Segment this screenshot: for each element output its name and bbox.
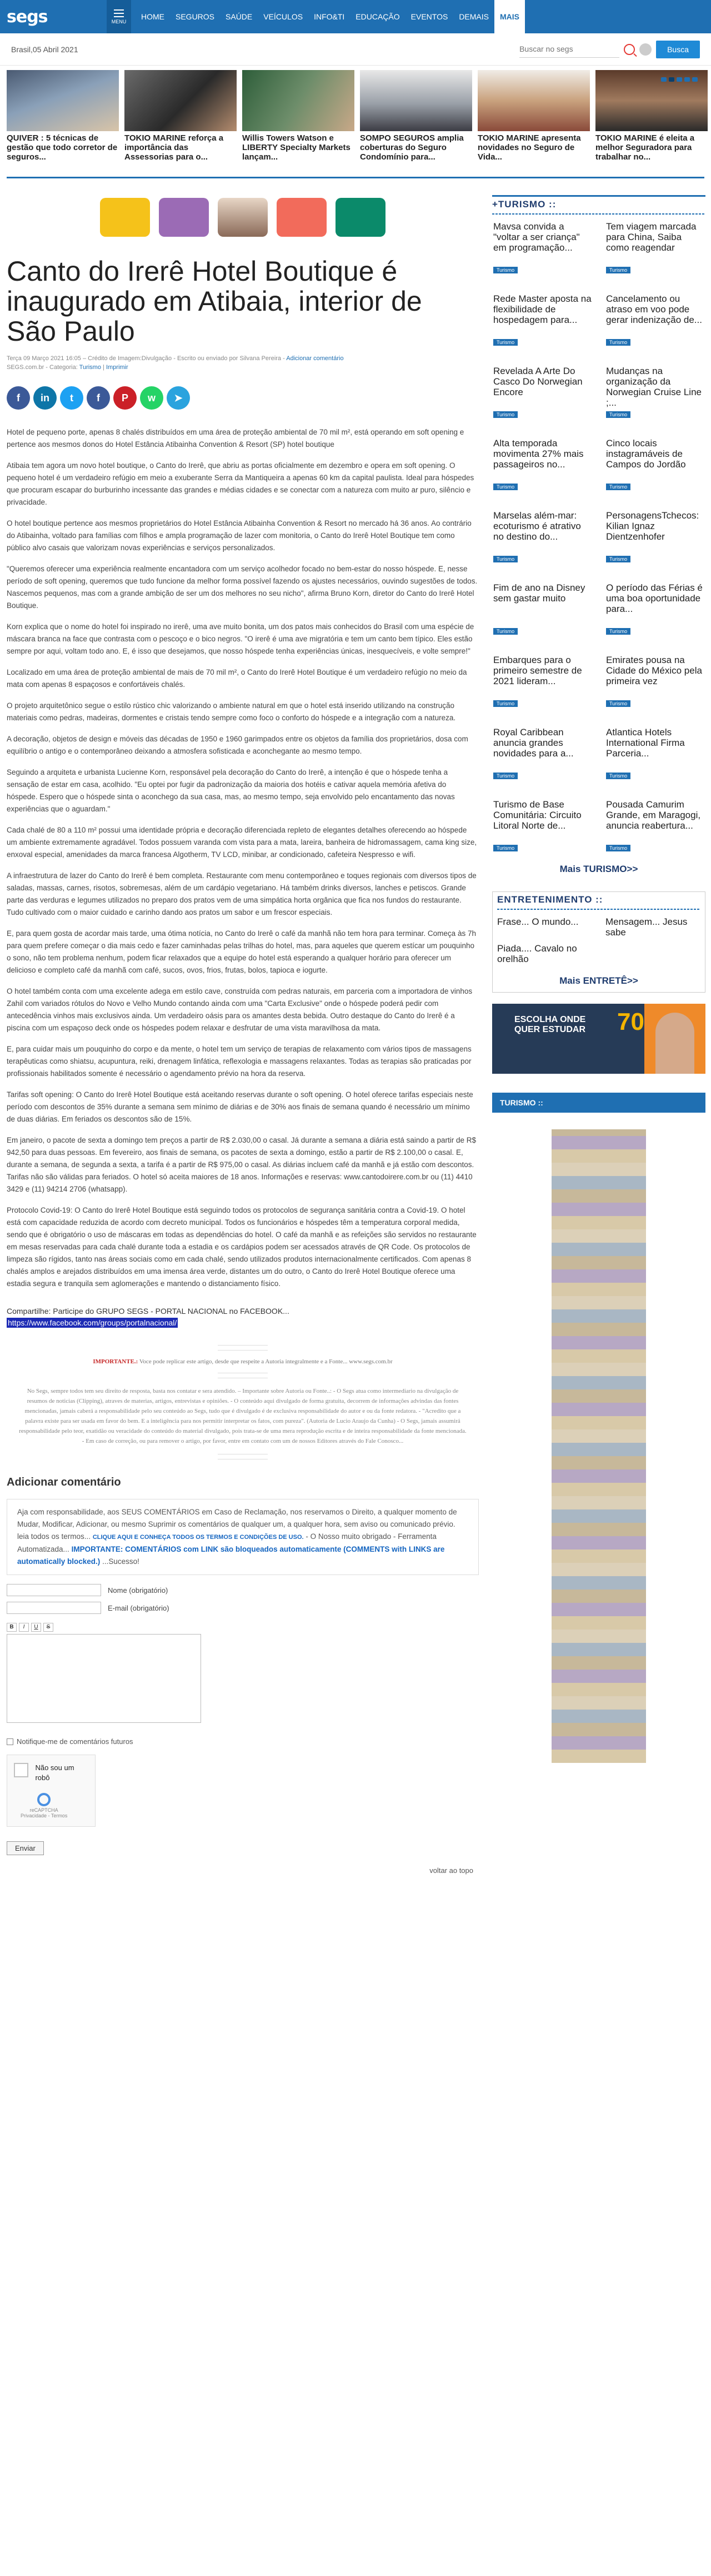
turismo-item-title[interactable]: Fim de ano na Disney sem gastar muito [493,582,585,604]
title-underline [492,213,705,215]
turismo-item-title[interactable]: Marselas além-mar: ecoturismo é atrativo no destino do... [493,510,581,542]
strike-button[interactable]: S [43,1623,53,1632]
search-area [519,41,700,58]
main-layout [0,178,711,1875]
article-paragraph: A decoração, objetos de design e móveis das décadas de 1950 e 1960 garimpados entre os objetos da família dos proprietários, dosa com equilíbrio o antigo e o contemporâneo deixando a atmosfera sofisticada e aconchegante ao mesmo tempo. [7,735,468,755]
turismo-item[interactable] [606,582,705,636]
article-paragraph: Cada chalé de 80 a 110 m² possui uma identidade própria e decoração diferenciada repleto de elegantes detalhes oferecendo ao hóspede um ambiente extremamente agradável. Todos possuem varanda com vista para a mata, lareira, banheira de hidromassagem, cama king size, enxoval especial, amenidades da marca francesa Algotherm, TV LCD, minibar, ar condicionado, cafeteira Nespresso e wifi. [7,826,477,859]
article-paragraph: Em janeiro, o pacote de sexta a domingo tem preços a partir de R$ 2.030,00 o casal. Já durante a semana a diária está saindo a partir de R$ 942,50 para duas pessoas. Em fevereiro, aos finais de semana, os pacotes de sexta a domingo, estão a partir de R$ 2.100,00 o casal. E, durante a semana, de segunda a sexta, a tarifa é a partir de R$ 975,00 o casal. As diárias incluem café da manhã e já estão com descontos. Tarifas não são válidas para feriados. O hotel só aceita maiores de 18 anos. Informações e reservas: www.cantodoirere.com.br ou (11) 4410 3429 e (11) 94214 2706 (whatsapp). [7,1136,476,1193]
facebook-icon[interactable]: f [7,386,30,410]
category-tag[interactable]: Turismo [606,700,630,707]
category-tag[interactable]: Turismo [493,628,518,635]
article-paragraph: O hotel também conta com uma excelente adega em estilo cave, construída com pedras naturais, em parceria com a importadora de vinhos Zahil com variados rótulos do Novo e Velho Mundo contando ainda com uma "Carta Exclusive" onde o hóspede poderá pedir com antecedência vinhos mais exclusivos ainda. Um verdadeiro oásis para os amantes desta bebida. Outro destaque do Canto do Irerê é a piscina com um espaçoso deck onde os hóspedes podem relaxar e desfrutar de uma vista maravilhosa da mata. [7,987,473,1032]
comment-note-text: Aja com responsabilidade, aos SEUS COMENTÁRIOS em Caso de Reclamação, nos reservamos o Direito, a qualquer momento de Mudar, Modificar, Adicionar, ou mesmo Suprimir os comentários de qualquer um, a qualquer hora, sem aviso ou comunicado prévio. leia todos os termos... [17,1508,457,1541]
important-notice [7,1358,479,1365]
category-tag[interactable]: Turismo [606,628,630,635]
turismo-item[interactable] [493,655,593,708]
turismo-item[interactable] [606,727,705,780]
article-paragraph: "Queremos oferecer uma experiência realmente encantadora com um serviço acolhedor focado no bem-estar do nosso hóspede. E, nesse período de soft opening, queremos que tudo funcione da melhor forma possível fazendo os ajustes necessários, ouvindo sugestões de todos. Nascemos pequenos, mas com a grande ambição de ser um dos melhores no seu nicho", afirma Bruno Korn, diretor do Canto do Irerê Hotel Boutique. [7,565,478,610]
category-tag[interactable]: Turismo [493,267,518,273]
article-title: Canto do Irerê Hotel Boutique é inaugurado em Atibaia, interior de São Paulo [7,256,422,347]
back-to-top-link[interactable]: voltar ao topo [429,1866,473,1875]
article-paragraph: Tarifas soft opening: O Canto do Irerê Hotel Boutique está aceitando reservas durante o soft opening. O hotel oferece tarifas especiais neste período com descontos de 35% durante a semana sem mínimo de diárias e de 30% aos finais de semana quando é necessário um mínimo de duas diárias. Em feriados os descontos são de 15%. [7,1090,473,1123]
entertainment-item[interactable]: Mensagem... Jesus sabe [605,916,688,938]
ad-person-photo [218,198,268,237]
category-tag[interactable]: Turismo [493,411,518,418]
article-meta: Terça 09 Março 2021 16:05 – Crédito de Imagem:Divulgação - Escrito ou enviado por Silvana Pereira - Adicionar comentário SEGS.com.br - Categoria: Turismo | Imprimir [7,355,344,371]
facebook-group-link[interactable]: https://www.facebook.com/groups/portalnacional/ [8,1318,177,1327]
recaptcha-brand: reCAPTCHA [29,1807,58,1813]
entertainment-section [492,891,705,993]
category-tag[interactable]: Turismo [493,773,518,779]
carousel-card[interactable] [242,70,354,177]
email-label: E-mail (obrigatório) [108,1603,169,1612]
carousel-image[interactable] [7,70,119,131]
category-prefix: SEGS.com.br - Categoria: [7,364,78,371]
turismo-item[interactable] [606,438,705,491]
carousel-dot[interactable] [692,77,698,82]
carousel-dot[interactable] [669,77,674,82]
category-tag[interactable]: Turismo [606,845,630,851]
carousel-card[interactable] [478,70,590,177]
nav-eventos[interactable]: EVENTOS [410,12,448,21]
menu-button[interactable] [107,0,131,33]
turismo-item-title[interactable]: Tem viagem marcada para China, Saiba como reagendar [606,221,697,253]
whatsapp-icon[interactable]: w [140,386,163,410]
comment-note-end: ...Sucesso! [102,1557,139,1566]
carousel-dot[interactable] [661,77,667,82]
recaptcha-icon [37,1793,51,1806]
carousel-card-title[interactable]: TOKIO MARINE é eleita a melhor Seguradora para trabalhar no... [595,133,695,162]
article-column [7,178,484,1875]
more-turismo-link[interactable]: Mais TURISMO>> [559,864,638,874]
ad-headline: ESCOLHA ONDE QUER ESTUDAR [514,1015,586,1034]
name-field[interactable] [7,1584,101,1596]
bold-button[interactable]: B [7,1623,17,1632]
separator [218,1454,268,1459]
ad-person-photo [655,1013,694,1074]
hamburger-icon [114,9,124,17]
entertainment-item[interactable]: Piada.... Cavalo no orelhão [497,943,577,964]
comment-note-important: IMPORTANTE: COMENTÁRIOS com LINK são bloqueados automaticamente (COMMENTS with LINKS are automatically blocked.) [17,1545,445,1566]
ad-toggle-icon [277,198,327,237]
turismo-item-title[interactable]: Cinco locais instagramáveis de Campos do Jordão [606,438,686,470]
editor-toolbar [7,1623,479,1632]
turismo-item-title[interactable]: Alta temporada movimenta 27% mais passageiros no... [493,438,584,470]
recaptcha-label: Não sou um robô [35,1763,74,1782]
search-input[interactable] [519,41,619,58]
article-paragraph: A infraestrutura de lazer do Canto do Irerê é bem completa. Restaurante com menu contemporâneo e toques regionais com diversos tipos de saladas, massas, carnes, risotos, sobremesas, além de um cardápio vegetariano. Há também drinks diversos, lanches e petiscos. Grande parte das verduras e legumes utilizados no preparo dos pratos vem de uma simpática horta orgânica que fica nos fundos do restaurante. Tudo cultivado com o maior cuidado e carinho dando aos pratos um sabor e um frescor especiais. [7,871,477,916]
category-link[interactable]: Turismo [79,364,101,371]
carousel-card-title[interactable]: TOKIO MARINE reforça a importância das Assessorias para o... [124,133,224,162]
turismo-item-title[interactable]: Revelada A Arte Do Casco Do Norwegian Encore [493,366,583,397]
carousel-image[interactable] [360,70,472,131]
turismo-item[interactable] [493,293,593,347]
turismo-item-title[interactable]: Mavsa convida a "voltar a ser criança" em programação... [493,221,580,253]
turismo-item[interactable] [493,221,593,275]
turismo-item[interactable] [493,799,593,853]
recaptcha-links[interactable]: Privacidade - Termos [21,1813,68,1818]
turismo-section-header[interactable]: TURISMO :: [492,1093,705,1113]
category-tag[interactable]: Turismo [606,773,630,779]
turismo-item[interactable] [606,366,705,419]
print-link[interactable]: Imprimir [106,364,128,371]
turismo-item[interactable] [606,655,705,708]
sidebar [492,178,705,1875]
category-tag[interactable]: Turismo [606,339,630,346]
turismo-item-title[interactable]: PersonagensTchecos: Kilian Ignaz Dientzenhofer [606,510,699,542]
carousel-image[interactable] [124,70,237,131]
turismo-item-title[interactable]: Emirates pousa na Cidade do México pela primeira vez [606,655,702,686]
ad-banner[interactable] [73,195,412,240]
nav-home[interactable]: HOME [141,12,164,21]
terms-link[interactable]: CLIQUE AQUI E CONHEÇA TODOS OS TERMOS E CONDIÇÕES DE USO. [92,1534,304,1541]
article-paragraph: Seguindo a arquiteta e urbanista Lucienne Korn, responsável pela decoração do Canto do Irerê, a intenção é que o hóspede tenha a sensação de estar em casa, acolhido. "Eu optei por fugir da padronização da maioria dos hotéis e cativar aquela memória afetiva do hóspede. Espero que o hóspede sinta o aconchego da sua casa, mas, ao mesmo tempo, seja envolvido pelo encantamento das novas experiências que o aguardam." [7,768,455,813]
category-tag[interactable]: Turismo [493,556,518,562]
turismo-item-title[interactable]: Pousada Camurim Grande, em Maragogi, anuncia reabertura... [606,799,701,831]
nav-mais[interactable]: MAIS [494,0,525,33]
disclaimer-text: No Segs, sempre todos tem seu direito de resposta, basta nos contatar e sera atendido. – Importante sobre Autoria ou Fonte..: - O Segs atua como intermediario na divulgação de resumos de noticias (Clipping), atraves de materias, artigos, entrevistas e opiniões. - O conteúdo aqui divulgado de forma gratuita, decorrem de informações advindas das fontes mencionadas, jamais caberá a responsabilidade pelo seu conteúdo ao Segs, tudo que é divulgado é de exclusiva responsabilidade do autor e ou da fonte redatora. - "Acredito que a palavra existe para ser usada em favor do bem. E a inteligência para nos permitir interpretar os fatos, com pureza". (Autoria de Lucio Araujo da Cunha) - O Segs, jamais assumirá responsabilidade pelo teor, exatidão ou veracidade do conteúdo do material divulgado, pois trata-se de uma mera reprodução escrita e de inteira responsabilidade da fonte mencionada. - Em caso de correção, ou para remover o artigo, por favor, entre em contato com um de nossos Editores através do Fale Conosco... [19,1388,467,1444]
turismo-grid [492,221,705,853]
ad-cube-icon [159,198,209,237]
category-tag[interactable]: Turismo [606,411,630,418]
nav-seguros[interactable]: SEGUROS [176,12,215,21]
comment-textarea[interactable] [7,1634,201,1723]
carousel-dot[interactable] [684,77,690,82]
nav-educacao[interactable]: EDUCAÇÃO [356,12,400,21]
carousel-card-title[interactable]: TOKIO MARINE apresenta novidades no Seguro de Vida... [478,133,581,162]
article-paragraph: Hotel de pequeno porte, apenas 8 chalés distribuídos em uma área de proteção ambiental de 70 mil m², está operando em soft opening e pertence aos mesmos donos do Hotel Estância Atibainha Convention & Resort (SP) hotel boutique [7,428,464,449]
article-paragraph: Localizado em uma área de proteção ambiental de mais de 70 mil m², o Canto do Irerê Hotel Boutique é um verdadeiro refúgio no meio da mata com apenas 8 espaçosos e confortáveis chalés. [7,668,467,689]
underline-button[interactable]: U [31,1623,41,1632]
turismo-item[interactable] [493,582,593,636]
important-label: IMPORTANTE.: [93,1358,138,1365]
top-navbar [0,0,711,33]
nav-veiculos[interactable]: VEÍCULOS [263,12,303,21]
turismo-item[interactable] [493,438,593,491]
category-tag[interactable]: Turismo [606,556,630,562]
nav-saude[interactable]: SAÚDE [226,12,253,21]
turismo-item[interactable] [606,799,705,853]
carousel-card[interactable] [124,70,237,177]
category-tag[interactable]: Turismo [493,700,518,707]
turismo-item-title[interactable]: Atlantica Hotels International Firma Parceria... [606,727,685,759]
nav-demais[interactable]: DEMAIS [459,12,489,21]
turismo-item[interactable] [606,510,705,564]
article-paragraph: Atibaia tem agora um novo hotel boutique, o Canto do Irerê, que abriu as portas oficialmente em dezembro e opera em soft opening. O pequeno hotel é um verdadeiro refúgio em meio a exuberante Serra da Mantiqueira a apenas 60 km da capital paulista. Ideal para hóspedes que procuram escapar do burburinho incessante das grandes e médias cidades e se conectar com a natureza com muito ar puro, silêncio e privacidade. [7,461,474,506]
notify-row [7,1737,479,1746]
carousel-dot[interactable] [677,77,682,82]
turismo-item-title[interactable]: Cancelamento ou atraso em voo pode gerar indenização de... [606,293,702,325]
entertainment-title[interactable]: ENTRETENIMENTO :: [497,894,603,905]
carousel-card-title[interactable]: QUIVER : 5 técnicas de gestão que todo corretor de seguros... [7,133,118,162]
more-entertainment-link[interactable]: Mais ENTRETÊ>> [559,975,638,986]
separator [218,1345,268,1351]
main-nav [136,0,525,33]
linkedin-icon[interactable]: in [33,386,57,410]
search-icon[interactable] [624,44,635,55]
category-tag[interactable]: Turismo [493,339,518,346]
comment-section-title: Adicionar comentário [7,1476,121,1488]
facebook-share-icon[interactable]: f [87,386,110,410]
ad-car-icon [100,198,150,237]
carousel-card-title[interactable]: SOMPO SEGUROS amplia coberturas do Seguro Condomínio para... [360,133,464,162]
category-tag[interactable]: Turismo [606,267,630,273]
menu-label: MENU [111,18,127,24]
carousel-card[interactable] [360,70,472,177]
carousel-card[interactable] [7,70,119,177]
separator [218,1373,268,1378]
share-bar [7,386,479,410]
turismo-item[interactable] [493,366,593,419]
notify-label: Notifique-me de comentários futuros [17,1737,133,1746]
carousel-card[interactable] [595,70,708,177]
turismo-item[interactable] [606,293,705,347]
email-field[interactable] [7,1602,101,1614]
turismo-item-title[interactable]: O período das Férias é uma boa oportunidade para... [606,582,703,614]
turismo-item-title[interactable]: Turismo de Base Comunitária: Circuito Litoral Norte de... [493,799,582,831]
article-date-credit: Terça 09 Março 2021 16:05 – Crédito de Imagem:Divulgação - Escrito ou enviado por Silvana Pereira [7,355,282,362]
entertainment-item[interactable]: Frase... O mundo... [497,916,579,927]
site-logo[interactable]: segs [7,7,48,27]
name-label: Nome (obrigatório) [108,1586,168,1595]
category-tag[interactable]: Turismo [493,845,518,851]
ad-green-shape [336,198,385,237]
name-row [7,1584,479,1596]
recaptcha-checkbox[interactable] [14,1763,28,1777]
italic-button[interactable]: I [19,1623,29,1632]
pinterest-icon[interactable]: P [113,386,137,410]
important-text: Voce pode replicar este artigo, desde que respeite a Autoria integralmente e a Fonte... www.segs.com.br [139,1358,393,1365]
search-button[interactable]: Busca [656,41,700,58]
carousel-image[interactable] [478,70,590,131]
user-icon[interactable] [639,43,652,56]
article-paragraph: O projeto arquitetônico segue o estilo rústico chic valorizando o ambiente natural em que o hotel está inserido utilizando na construção materiais como pedras, madeiras, dormentes e cristais tendo sempre como foco o conforto do hóspede e a integração com a natureza. [7,701,456,722]
email-row [7,1602,479,1614]
ad-number: 70 [617,1008,644,1035]
category-tag[interactable]: Turismo [493,484,518,490]
entertainment-list [497,916,700,964]
article-paragraph: Korn explica que o nome do hotel foi inspirado no irerê, uma ave muito bonita, um dos patos mais conhecidos do Brasil com uma espécie de máscara branca na face que contrasta com o pescoço e o bico negros. "O irerê é uma ave migratória e tem um canto bem típico. Eles estão sempre por aqui, voltam todo ano. E, é isso que desejamos, que nosso hóspede tenha experiências únicas, inesquecíveis, e volte sempre!" [7,622,474,655]
sidebar-ad[interactable] [492,1004,705,1074]
article-body [7,426,479,1290]
carousel-pagination [661,77,698,82]
nav-info-ti[interactable]: INFO&TI [314,12,345,21]
article-paragraph: Protocolo Covid-19: O Canto do Irerê Hotel Boutique está seguindo todos os protocolos de segurança sanitária contra a Covid-19. O hotel está com capacidade reduzida de acordo com decreto municipal. Todos os funcionários e hóspedes têm a temperatura corporal medida, sendo que é obrigatório o uso de máscaras em todas as dependências do hotel. O café da manhã e as refeições são servidos no restaurante em mesas reservadas para cada chalé durante toda a estadia e os cardápios podem ser acessados através de QR Code. Os protocolos de limpeza são rígidos, tanto nas áreas sociais como em cada chalé, sendo utilizados produtos internacionalmente certificados. Com apenas 8 chalés amplos e arejados distribuídos em uma imensa área verde, distantes um do outro, o Canto do Irerê Hotel Boutique oferece uma estadia segura e tranquila sem aglomerações e mantendo o distanciamento físico. [7,1206,477,1288]
logo-container[interactable] [7,0,107,33]
notify-checkbox[interactable] [7,1738,13,1745]
article-paragraph: O hotel boutique pertence aos mesmos proprietários do Hotel Estância Atibainha Convention & Resort no mercado há 36 anos. Ao contrário do Atibainha, voltado para famílias com filhos e ampla programação de lazer com monitoria, o Canto do Irerê Hotel Boutique tem como público alvo casais que valorizam novas experiências e serviços personalizados. [7,519,472,552]
add-comment-link[interactable]: Adicionar comentário [286,355,344,362]
sub-header [0,33,711,66]
title-underline [497,909,700,910]
turismo-item-title[interactable]: Mudanças na organização da Norwegian Cruise Line ;... [606,366,702,408]
turismo-item[interactable] [493,727,593,780]
send-button[interactable]: Enviar [7,1841,44,1855]
carousel-card-title[interactable]: Willis Towers Watson e LIBERTY Specialty Markets lançam... [242,133,351,162]
vertical-ad-image[interactable] [552,1129,646,1763]
turismo-section [492,195,705,875]
turismo-item-title[interactable]: Embarques para o primeiro semestre de 2021 lideram... [493,655,582,686]
telegram-icon[interactable]: ➤ [167,386,190,410]
comment-terms-note [7,1499,479,1575]
turismo-title[interactable]: +TURISMO :: [492,199,557,210]
comment-note-suffix: - O Nosso muito obrigado - Ferramenta Automatizada... [17,1532,437,1553]
current-date: Brasil,05 Abril 2021 [11,44,78,54]
turismo-item[interactable] [493,510,593,564]
recaptcha-widget [7,1755,96,1827]
carousel-image[interactable] [242,70,354,131]
category-tag[interactable]: Turismo [606,484,630,490]
turismo-item-title[interactable]: Royal Caribbean anuncia grandes novidades para a... [493,727,574,759]
turismo-item-title[interactable]: Rede Master aposta na flexibilidade de hospedagem para... [493,293,592,325]
article-paragraph: E, para cuidar mais um pouquinho do corpo e da mente, o hotel tem um serviço de terapias de relaxamento com vários tipos de massagens terapêuticas como shiatsu, acupuntura, reiki, drenagem linfática, reflexologia e massagens relaxantes. Todas as terapias são praticadas por profissionais habilitados somente é necessário o agendamento prévio na hora da reserva. [7,1045,472,1078]
article-paragraph: E, para quem gosta de acordar mais tarde, uma ótima notícia, no Canto do Irerê o café da manhã não tem hora para terminar. Começa às 7h para quem prefere começar o dia mais cedo e fazer caminhadas pelas trilhas do hotel, mas, para aqueles que querem estícar um pouquinho o sono, não tem problema nenhum, podem ficar relaxados que a equipe do hotel está esperando a qualquer horário para oferecer um delicioso e completo café da manhã com café, sucos, ovos, frios, frutas, bolos, tapioca e iogurte. [7,929,476,974]
turismo-item[interactable] [606,221,705,275]
share-group-text: Compartilhe: Participe do GRUPO SEGS - PORTAL NACIONAL no FACEBOOK... [7,1307,289,1316]
recaptcha-logo [21,1793,67,1818]
twitter-icon[interactable]: t [60,386,83,410]
news-carousel [0,66,711,177]
